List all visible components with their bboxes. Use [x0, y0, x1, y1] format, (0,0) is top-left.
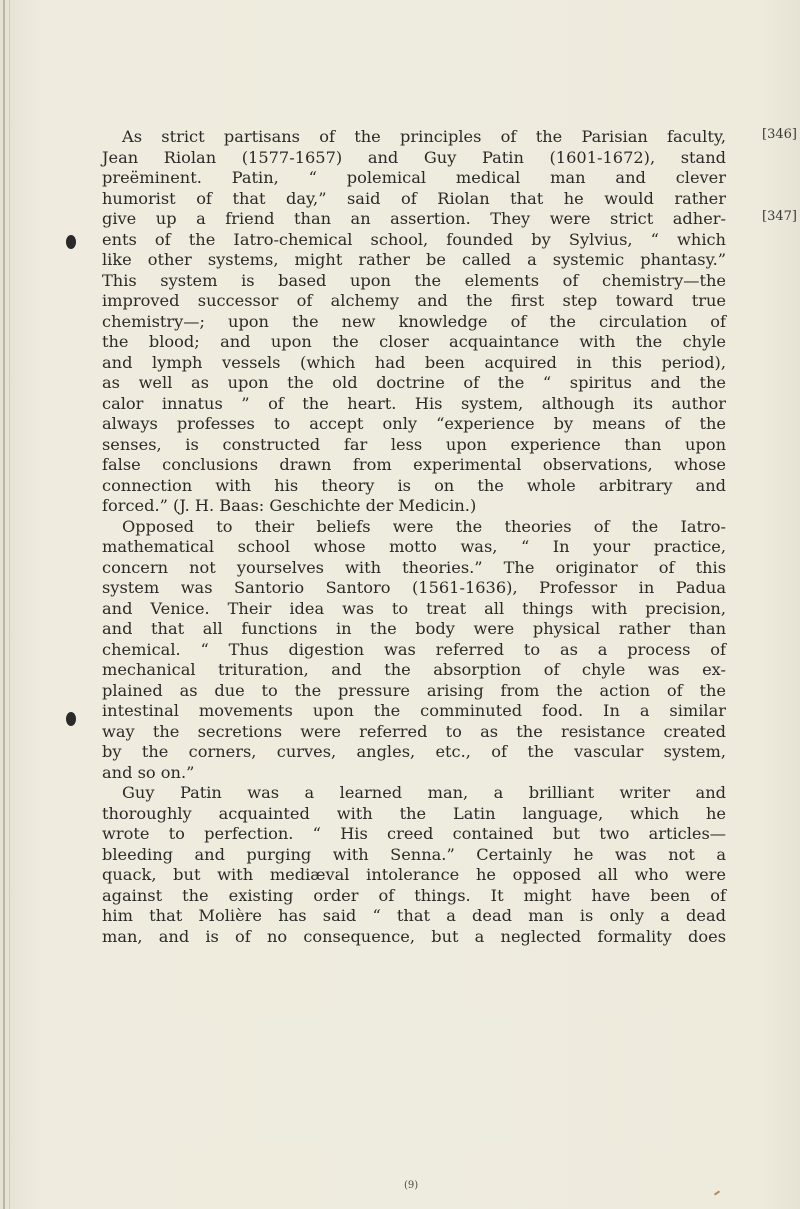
text-line: concern not yourselves with theories.” The originator of this: [102, 557, 726, 577]
text-line: as well as upon the old doctrine of the “ spiritus and the: [102, 373, 726, 392]
text-line: against the existing order of things. It might have been of: [102, 885, 726, 905]
text-line: wrote to perfection. “ His creed contained but two articles—: [102, 824, 726, 843]
text-line: Opposed to their beliefs were the theories of the Iatro-: [122, 516, 726, 536]
body-text: [102, 127, 726, 947]
text-line: thoroughly acquainted with the Latin language, which he: [102, 803, 726, 823]
text-line: always professes to accept only “experience by means of the: [102, 414, 726, 433]
text-line: mechanical trituration, and the absorption of chyle was ex-: [102, 660, 726, 679]
text-line: and so on.”: [102, 762, 195, 782]
text-line: plained as due to the pressure arising from the action of the: [102, 680, 726, 700]
text-line: connection with his theory is on the whole arbitrary and: [102, 475, 726, 495]
text-line: senses, is constructed far less upon experience than upon: [102, 434, 726, 454]
text-line: system was Santorio Santoro (1561-1636), Professor in Padua: [102, 578, 726, 597]
text-line: forced.” (J. H. Baas: Geschichte der Medicin.): [102, 496, 477, 515]
text-line: bleeding and purging with Senna.” Certainly he was not a: [102, 844, 726, 864]
text-line: humorist of that day,” said of Riolan that he would rather: [102, 188, 726, 208]
text-line: chemical. “ Thus digestion was referred to as a process of: [102, 639, 726, 659]
page-gutter-edge: [3, 0, 5, 1209]
text-line: ents of the Iatro-chemical school, founded by Sylvius, “ which: [102, 229, 726, 249]
text-line: and that all functions in the body were physical rather than: [102, 619, 726, 638]
binding-hole-mark: [66, 712, 76, 726]
binding-hole-mark: [66, 235, 76, 249]
text-line: Jean Riolan (1577-1657) and Guy Patin (1601-1672), stand: [102, 147, 726, 167]
text-line: give up a friend than an assertion. They were strict adher-: [102, 209, 726, 228]
text-line: way the secretions were referred to as the resistance created: [102, 721, 726, 741]
pencil-mark: [714, 1190, 720, 1195]
text-line: As strict partisans of the principles of the Parisian faculty,: [122, 127, 726, 146]
text-line: him that Molière has said “ that a dead man is only a dead: [102, 906, 726, 925]
text-line: chemistry—; upon the new knowledge of the circulation of: [102, 311, 726, 331]
text-line: calor innatus ” of the heart. His system, although its author: [102, 393, 726, 413]
text-line: the blood; and upon the closer acquaintance with the chyle: [102, 332, 726, 351]
text-line: mathematical school whose motto was, “ In your practice,: [102, 537, 726, 556]
text-line: This system is based upon the elements of chemistry—the: [102, 270, 726, 290]
margin-marker: [347]: [762, 209, 797, 224]
text-line: improved successor of alchemy and the first step toward true: [102, 291, 726, 310]
text-line: Guy Patin was a learned man, a brilliant writer and: [122, 783, 726, 802]
text-line: like other systems, might rather be called a systemic phantasy.”: [102, 250, 726, 269]
text-line: quack, but with mediæval intolerance he opposed all who were: [102, 865, 726, 884]
page-number: (9): [404, 1180, 419, 1191]
margin-marker: [346]: [762, 127, 797, 142]
text-line: and Venice. Their idea was to treat all things with precision,: [102, 598, 726, 618]
text-line: preëminent. Patin, “ polemical medical man and clever: [102, 168, 726, 187]
text-line: man, and is of no consequence, but a neglected formality does: [102, 926, 726, 946]
text-line: intestinal movements upon the comminuted food. In a similar: [102, 701, 726, 720]
text-line: false conclusions drawn from experimental observations, whose: [102, 455, 726, 474]
text-line: by the corners, curves, angles, etc., of the vascular system,: [102, 742, 726, 761]
text-line: and lymph vessels (which had been acquired in this period),: [102, 352, 726, 372]
page-gutter-line: [9, 0, 10, 1209]
